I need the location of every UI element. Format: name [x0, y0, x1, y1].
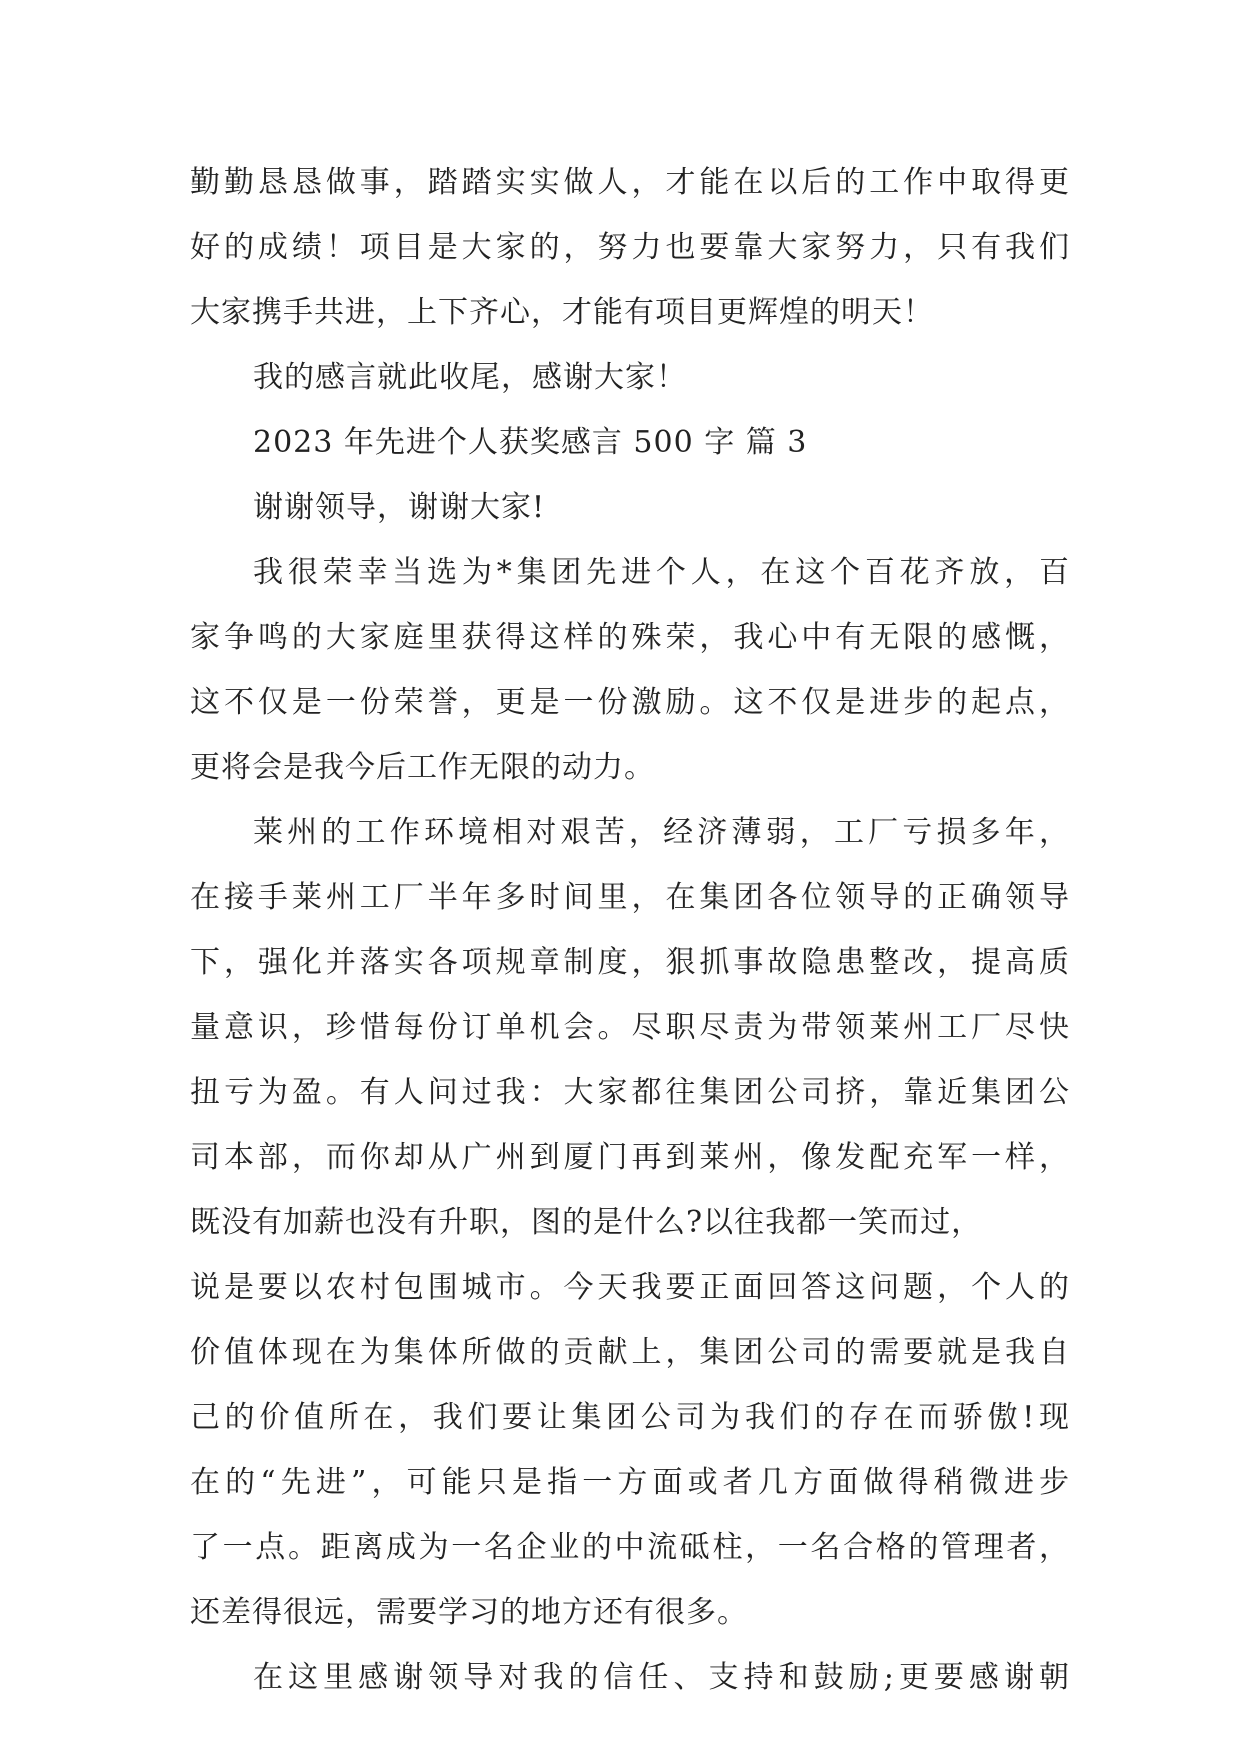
text-line: 这不仅是一份荣誉，更是一份激励。这不仅是进步的起点，	[190, 685, 1070, 720]
text-line: 扭亏为盈。有人问过我：大家都往集团公司挤，靠近集团公	[190, 1075, 1070, 1110]
section-heading: 2023 年先进个人获奖感言 500 字 篇 3	[253, 425, 808, 460]
text-line: 下，强化并落实各项规章制度，狠抓事故隐患整改，提高质	[190, 945, 1070, 980]
text-line: 说是要以农村包围城市。今天我要正面回答这问题，个人的	[190, 1270, 1070, 1305]
text-line: 还差得很远，需要学习的地方还有很多。	[190, 1595, 748, 1630]
text-line: 我的感言就此收尾，感谢大家！	[253, 360, 687, 395]
text-line: 好的成绩！项目是大家的，努力也要靠大家努力，只有我们	[190, 230, 1070, 265]
text-line: 勤勤恳恳做事，踏踏实实做人，才能在以后的工作中取得更	[190, 165, 1070, 200]
text-line: 更将会是我今后工作无限的动力。	[190, 750, 655, 785]
text-line: 莱州的工作环境相对艰苦，经济薄弱，工厂亏损多年，	[253, 815, 1070, 850]
document-body	[190, 150, 1070, 1710]
text-line: 在接手莱州工厂半年多时间里，在集团各位领导的正确领导	[190, 880, 1070, 915]
text-line: 大家携手共进，上下齐心，才能有项目更辉煌的明天！	[190, 295, 934, 330]
text-line: 家争鸣的大家庭里获得这样的殊荣，我心中有无限的感慨，	[190, 620, 1070, 655]
text-line: 在这里感谢领导对我的信任、支持和鼓励;更要感谢朝	[253, 1660, 1070, 1695]
text-line: 既没有加薪也没有升职，图的是什么?以往我都一笑而过，	[190, 1205, 983, 1240]
text-line: 价值体现在为集体所做的贡献上，集团公司的需要就是我自	[190, 1335, 1070, 1370]
text-line: 在的“先进”，可能只是指一方面或者几方面做得稍微进步	[190, 1465, 1070, 1500]
text-line: 我很荣幸当选为*集团先进个人，在这个百花齐放，百	[253, 555, 1070, 590]
text-line: 谢谢领导，谢谢大家!	[253, 490, 546, 525]
text-line: 司本部，而你却从广州到厦门再到莱州，像发配充军一样，	[190, 1140, 1070, 1175]
text-line: 量意识，珍惜每份订单机会。尽职尽责为带领莱州工厂尽快	[190, 1010, 1070, 1045]
text-line: 己的价值所在，我们要让集团公司为我们的存在而骄傲!现	[190, 1400, 1070, 1435]
text-line: 了一点。距离成为一名企业的中流砥柱，一名合格的管理者，	[190, 1530, 1070, 1565]
